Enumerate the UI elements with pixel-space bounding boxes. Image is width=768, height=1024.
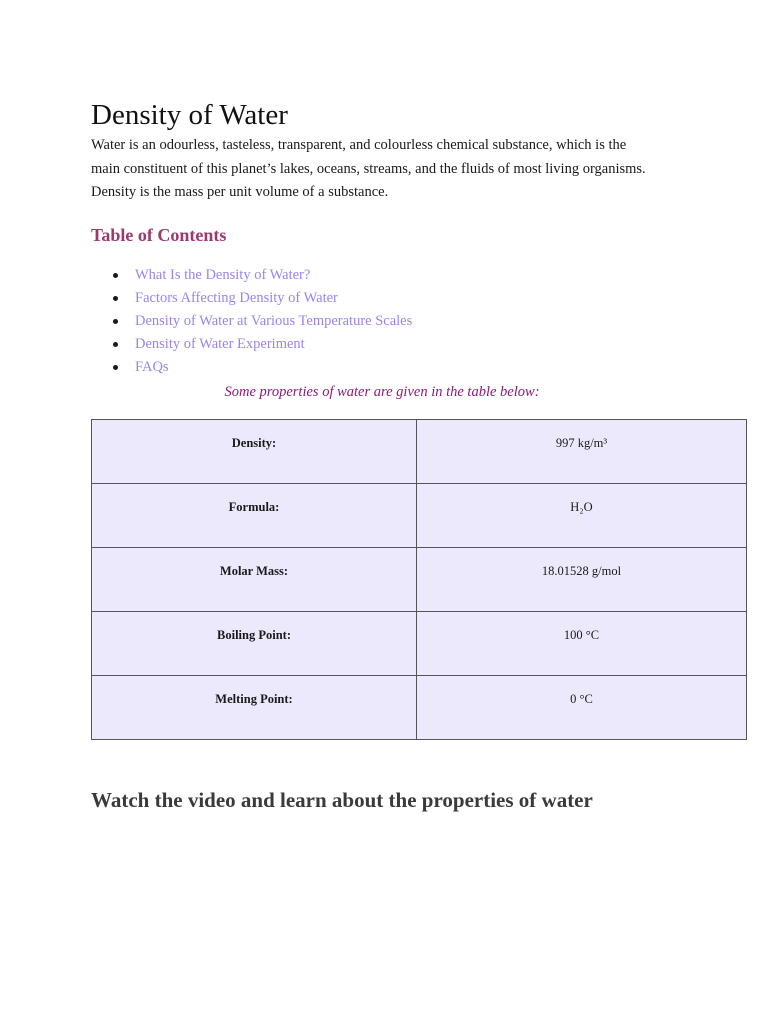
property-value: 0 °C (570, 692, 593, 706)
property-value-cell (417, 484, 747, 548)
toc-list (91, 264, 412, 379)
property-value-cell (417, 420, 747, 484)
video-heading: Watch the video and learn about the properties of water (91, 788, 593, 812)
property-label-cell (92, 484, 417, 548)
property-label-cell (92, 420, 417, 484)
toc-item (91, 310, 412, 333)
table-row (92, 484, 747, 548)
bullet-icon (113, 319, 118, 324)
toc-link-what-is-density[interactable]: What Is the Density of Water? (135, 267, 311, 283)
toc-item (91, 356, 412, 379)
properties-table (91, 419, 747, 740)
property-value: 18.01528 g/mol (541, 564, 622, 578)
property-value-cell (417, 548, 747, 612)
property-label: Boiling Point: (217, 628, 291, 642)
toc-link-experiment[interactable]: Density of Water Experiment (135, 336, 305, 352)
property-label-cell (92, 612, 417, 676)
property-value-cell (417, 612, 747, 676)
table-row (92, 420, 747, 484)
article (91, 96, 751, 812)
property-label: Density: (231, 436, 277, 450)
toc-link-temperature-scales[interactable]: Density of Water at Various Temperature Scales (135, 313, 413, 329)
table-row (92, 612, 747, 676)
property-label-cell (92, 548, 417, 612)
toc-item (91, 333, 412, 356)
intro-paragraph: Water is an odourless, tasteless, transparent, and colourless chemical substance, which is the main constituent of this planet’s lakes, oceans, streams, and the fluids of most living organisms. Density is the mass per unit volume of a substance. (91, 137, 646, 200)
property-value: 997 kg/m³ (555, 436, 608, 450)
toc-link-factors[interactable]: Factors Affecting Density of Water (135, 290, 338, 306)
toc-item (91, 287, 412, 310)
toc-item (91, 264, 412, 287)
table-caption: Some properties of water are given in the table below: (224, 384, 540, 400)
table-row (92, 548, 747, 612)
bullet-icon (113, 365, 118, 370)
property-value: 100 °C (563, 628, 600, 642)
bullet-icon (113, 296, 118, 301)
toc-heading: Table of Contents (91, 225, 227, 245)
property-label: Formula: (228, 500, 280, 514)
property-label: Melting Point: (215, 692, 293, 706)
property-value: H₂O (570, 500, 593, 514)
page-title: Density of Water (91, 99, 288, 131)
toc-link-faqs[interactable]: FAQs (135, 359, 169, 375)
property-label-cell (92, 676, 417, 740)
property-label: Molar Mass: (219, 564, 289, 578)
bullet-icon (113, 273, 118, 278)
table-row (92, 676, 747, 740)
bullet-icon (113, 342, 118, 347)
property-value-cell (417, 676, 747, 740)
